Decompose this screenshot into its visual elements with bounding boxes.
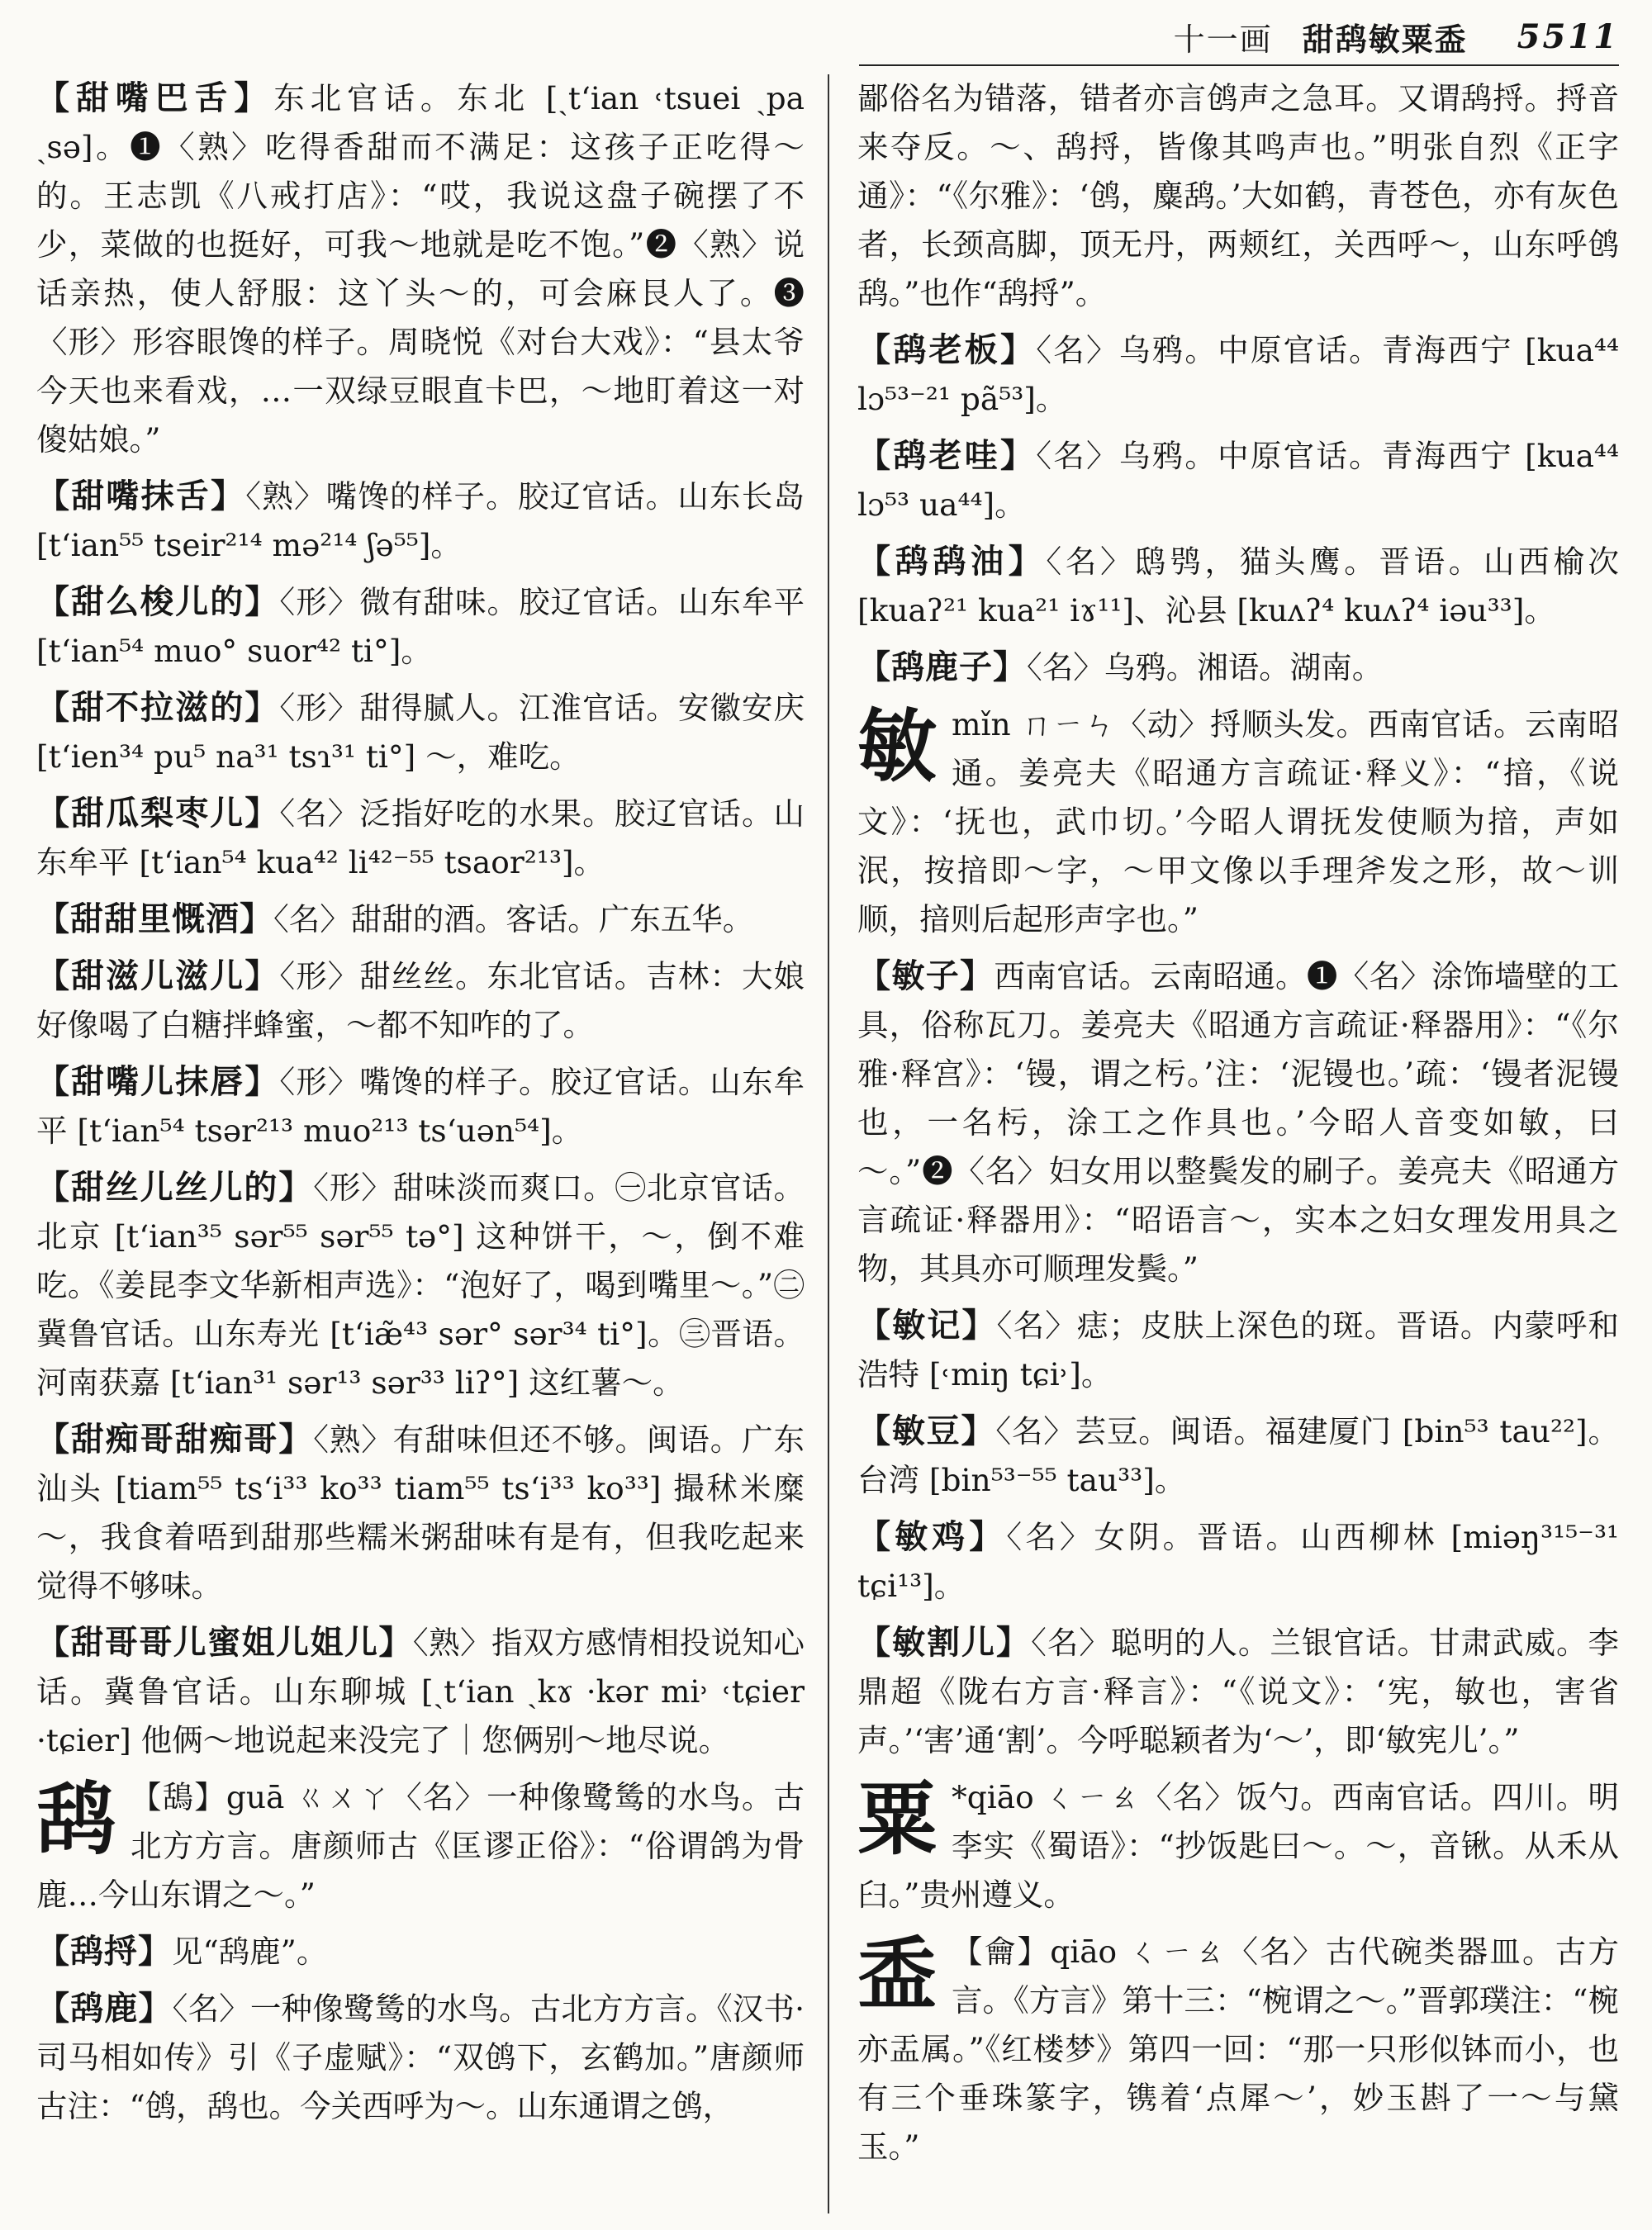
section-label: 十一画	[1173, 21, 1273, 58]
column-divider	[828, 74, 829, 2213]
entry-headword: 【敏割儿】	[857, 1624, 1032, 1662]
entry-definition: 〈熟〉有甜味但还不够。闽语。广东汕头 [tiam⁵⁵ ts‘i³³ ko³³ tiam⁵⁵ ts‘i³³ ko³³] 撮秫米糜～，我食着唔到甜那些糯米粥甜味有是有，但我吃起来觉得不够味。	[36, 1421, 805, 1604]
dictionary-entry	[36, 952, 805, 1050]
right-column	[857, 74, 1619, 2213]
dictionary-entry	[857, 432, 1619, 529]
entry-headword: 【甜嘴儿抹唇】	[36, 1063, 280, 1101]
entry-headword: 【甜瓜梨枣儿】	[36, 795, 280, 833]
entry-definition: 东北官话。东北 [ˏt‘ian ˓tsuei ˏpa ˏsə]。❶〈熟〉吃得香甜而不满足：这孩子正吃得～的。王志凯《八戒打店》：“哎，我说这盘子碗摆了不少，菜做的也挺好，可我～地就是吃不饱。”❷〈熟〉说话亲热，使人舒服：这丫头～的，可会麻艮人了。❸〈形〉形容眼馋的样子。周晓悦《对台大戏》：“县太爷今天也来看戏，…一双绿豆眼直卡巴，～地盯着这一对傻姑娘。”	[36, 80, 805, 458]
dictionary-entry	[857, 1619, 1619, 1765]
entry-headword: 【甜嘴抹舌】	[36, 477, 246, 515]
header-characters: 甜鸹敏粟盉	[1302, 20, 1468, 58]
dictionary-entry	[857, 74, 1619, 318]
entry-headword: 【敏记】	[857, 1307, 997, 1345]
dictionary-entry	[857, 700, 1619, 944]
dictionary-entry	[857, 1928, 1619, 2171]
entry-definition: 〈名〉痣；皮肤上深色的斑。晋语。内蒙呼和浩特 [˓miŋ tɕi˒]。	[857, 1307, 1619, 1393]
entry-definition: 【鴰】guā ㄍㄨㄚ〈名〉一种像鹭鸶的水鸟。古北方方言。唐颜师古《匡谬正俗》：“俗谓鸽为骨鹿…今山东谓之～。”	[36, 1779, 805, 1913]
dictionary-entry	[857, 1302, 1619, 1399]
entry-headword: 【鸹鹿子】	[857, 648, 1027, 686]
character-headword: 粟	[857, 1772, 937, 1866]
entry-definition: mǐn ㄇㄧㄣ〈动〉捋顺头发。西南官话。云南昭通。姜亮夫《昭通方言疏证·释义》：“揞，《说文》：‘抚也，武巾切。’今昭人谓抚发使顺为揞，声如泯，按揞即～字，～甲文像以手理斧发之形，故～训顺，揞则后起形声字也。”	[857, 706, 1619, 937]
entry-definition: 〈名〉乌鸦。中原官话。青海西宁 [kua⁴⁴ lɔ⁵³ ua⁴⁴]。	[857, 438, 1619, 523]
entry-headword: 【甜哥哥儿蜜姐儿姐儿】	[36, 1624, 413, 1662]
entry-headword: 【甜滋儿滋儿】	[36, 957, 280, 995]
entry-definition: 〈熟〉指双方感情相投说知心话。冀鲁官话。山东聊城 [ˏt‘ian ˏkɤ ·kər mi˒ ˓tɕier ·tɕier] 他俩～地说起来没完了｜您俩别～地尽说。	[36, 1625, 805, 1758]
entry-definition: 鄙俗名为错落，错者亦言鸧声之急耳。又谓鸹捋。捋音来夺反。～、鸹捋，皆像其鸣声也。”明张自烈《正字通》：“《尔雅》：‘鸧，麋鸹。’大如鹤，青苍色，亦有灰色者，长颈高脚，顶无丹，两颊红，关西呼～，山东呼鸧鸹。”也作“鸹捋”。	[857, 80, 1619, 311]
dictionary-entry	[36, 578, 805, 676]
entry-headword: 【甜嘴巴舌】	[36, 79, 274, 117]
entry-definition: 〈熟〉嘴馋的样子。胶辽官话。山东长岛 [t‘ian⁵⁵ tseir²¹⁴ mə²¹⁴ ʃə⁵⁵]。	[36, 478, 805, 563]
entry-definition: *qiāo ㄑㄧㄠ〈名〉饭勺。西南官话。四川。明李实《蜀语》：“抄饭匙曰～。～，音锹。从禾从臼。”贵州遵义。	[857, 1779, 1619, 1913]
entry-definition: 〈形〉微有甜味。胶辽官话。山东牟平 [t‘ian⁵⁴ muo° suor⁴² ti°]。	[36, 584, 805, 669]
entry-definition: 〈名〉芸豆。闽语。福建厦门 [bin⁵³ tau²²]。台湾 [bin⁵³⁻⁵⁵ tau³³]。	[857, 1413, 1619, 1498]
character-headword: 盉	[857, 1927, 937, 2020]
dictionary-entry	[857, 1513, 1619, 1611]
entry-definition: 〈名〉乌鸦。中原官话。青海西宁 [kua⁴⁴ lɔ⁵³⁻²¹ pã⁵³]。	[857, 332, 1619, 417]
entry-definition: 〈名〉女阴。晋语。山西柳林 [miəŋ³¹⁵⁻³¹ tɕi¹³]。	[857, 1519, 1619, 1604]
entry-headword: 【敏豆】	[857, 1412, 996, 1450]
entry-definition: 〈形〉甜得腻人。江淮官话。安徽安庆 [t‘ien³⁴ pu⁵ na³¹ tsɿ³¹ ti°] ～，难吃。	[36, 690, 805, 775]
dictionary-entry	[36, 1416, 805, 1611]
entry-headword: 【甜痴哥甜痴哥】	[36, 1421, 314, 1459]
entry-headword: 【甜甜里慨酒】	[36, 900, 273, 938]
dictionary-entry	[36, 74, 805, 464]
dictionary-entry	[857, 952, 1619, 1293]
dictionary-entry	[36, 1928, 805, 1976]
entry-definition: 〈名〉聪明的人。兰银官话。甘肃武威。李鼎超《陇右方言·释言》：“《说文》：‘宪，敏也，害省声。’‘害’通‘割’。今呼聪颖者为‘～’，即‘敏宪儿’。”	[857, 1625, 1619, 1758]
dictionary-entry	[857, 1407, 1619, 1505]
dictionary-entry	[36, 1773, 805, 1919]
dictionary-entry	[857, 1773, 1619, 1919]
page-header	[892, 12, 1619, 61]
entry-headword: 【敏鸡】	[857, 1518, 1007, 1556]
entry-definition: 〈名〉鸱鸮，猫头鹰。晋语。山西榆次 [kuaʔ²¹ kua²¹ iɤ¹¹]、沁县 [kuʌʔ⁴ kuʌʔ⁴ iəu³³]。	[857, 543, 1619, 629]
entry-headword: 【甜么梭儿的】	[36, 583, 280, 621]
character-headword: 鸹	[36, 1772, 116, 1866]
dictionary-entry	[36, 1619, 805, 1765]
dictionary-entry	[36, 895, 805, 944]
entry-headword: 【鸹捋】	[36, 1933, 172, 1971]
entry-headword: 【鸹老哇】	[857, 437, 1037, 475]
entry-headword: 【鸹老板】	[857, 331, 1037, 369]
entry-definition: 西南官话。云南昭通。❶〈名〉涂饰墙壁的工具，俗称瓦刀。姜亮夫《昭通方言疏证·释器用》：“《尔雅·释宫》：‘镘，谓之杇。’注：‘泥镘也。’疏：‘镘者泥镘也，一名杇，涂工之作具也。’今昭人音变如敏，曰～。”❷〈名〉妇女用以整鬓发的刷子。姜亮夫《昭通方言疏证·释器用》：“昭语言～，实本之妇女理发用具之物，其具亦可顺理发鬓。”	[857, 958, 1619, 1287]
entry-definition: 〈名〉一种像鹭鸶的水鸟。古北方方言。《汉书·司马相如传》引《子虚赋》：“双鸧下，玄鹤加。”唐颜师古注：“鸧，鸹也。今关西呼为～。山东通谓之鸧，	[36, 1990, 805, 2124]
entry-headword: 【甜不拉滋的】	[36, 689, 280, 727]
entry-definition: 〈形〉甜味淡而爽口。㊀北京官话。北京 [t‘ian³⁵ sər⁵⁵ sər⁵⁵ tə°] 这种饼干，～，倒不难吃。《姜昆李文华新相声选》：“泡好了，喝到嘴里～。”㊁冀鲁官话。山东寿光 [t‘iæ̃⁴³ sər° sər³⁴ ti°]。㊂晋语。河南获嘉 [t‘ian³¹ sər¹³ sər³³ liʔ°] 这红薯～。	[36, 1170, 805, 1401]
entry-definition: 〈形〉嘴馋的样子。胶辽官话。山东牟平 [t‘ian⁵⁴ tsər²¹³ muo²¹³ ts‘uən⁵⁴]。	[36, 1064, 805, 1149]
entry-definition: 〈名〉乌鸦。湘语。湖南。	[1027, 649, 1384, 686]
dictionary-entry	[36, 684, 805, 781]
dictionary-entry	[36, 1985, 805, 2131]
entry-headword: 【敏子】	[857, 957, 995, 995]
page-number: 5511	[1517, 17, 1619, 56]
entry-headword: 【鸹鹿】	[36, 1990, 173, 2028]
entry-definition: 〈名〉泛指好吃的水果。胶辽官话。山东牟平 [t‘ian⁵⁴ kua⁴² li⁴²⁻⁵⁵ tsaor²¹³]。	[36, 795, 805, 880]
left-column	[36, 74, 805, 2213]
entry-definition: 【龠】qiāo ㄑㄧㄠ〈名〉古代碗类器皿。古方言。《方言》第十三：“椀谓之～。”晋郭璞注：“椀亦盂属。”《红楼梦》第四一回：“那一只形似钵而小，也有三个垂珠篆字，镌着‘点犀～’，妙玉斟了一～与黛玉。”	[857, 1933, 1619, 2165]
entry-definition: 见“鸹鹿”。	[172, 1933, 328, 1970]
entry-definition: 〈形〉甜丝丝。东北官话。吉林：大娘好像喝了白糖拌蜂蜜，～都不知咋的了。	[36, 958, 805, 1043]
entry-headword: 【鸹鸹油】	[857, 543, 1047, 581]
dictionary-entry	[36, 790, 805, 887]
entry-headword: 【甜丝儿丝儿的】	[36, 1169, 314, 1207]
header-rule	[859, 64, 1619, 66]
dictionary-entry	[36, 1164, 805, 1407]
dictionary-entry	[857, 538, 1619, 635]
character-headword: 敏	[857, 700, 937, 793]
dictionary-entry	[857, 643, 1619, 692]
dictionary-entry	[857, 326, 1619, 424]
dictionary-entry	[36, 472, 805, 570]
dictionary-entry	[36, 1058, 805, 1155]
entry-definition: 〈名〉甜甜的酒。客话。广东五华。	[273, 901, 754, 937]
